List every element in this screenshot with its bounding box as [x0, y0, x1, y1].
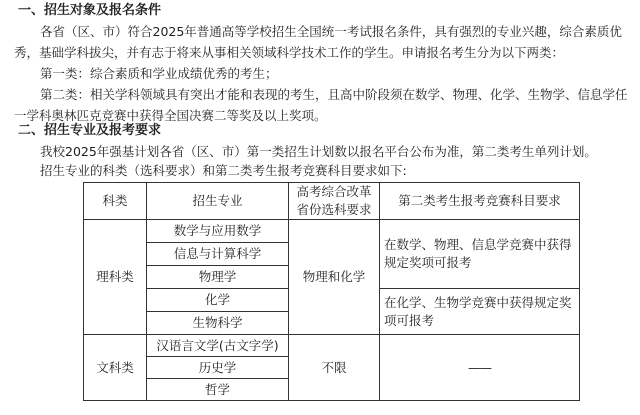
header-major: 招生专业 [147, 183, 289, 220]
competition-requirement-1: 在数学、物理、信息学竞赛中获得规定奖项可报考 [380, 220, 580, 289]
major-cell: 哲学 [147, 379, 289, 401]
competition-requirement-2: 在化学、生物学竞赛中获得规定奖项可报考 [380, 289, 580, 335]
header-subject-requirement: 高考综合改革省份选科要求 [289, 183, 380, 220]
major-cell: 历史学 [147, 357, 289, 379]
major-cell: 物理学 [147, 266, 289, 289]
category2-text: 第二类：相关学科领域具有突出才能和表现的考生，且高中阶段须在数学、物理、化学、生物学、信息学任一学科奥林匹克竞赛中获得全国决赛二等奖及以上奖项。 [14, 87, 628, 123]
table-header-row [84, 183, 580, 220]
header-category: 科类 [84, 183, 147, 220]
category1-text: 第一类：综合素质和学业成绩优秀的考生； [40, 66, 278, 81]
section2-heading: 二、招生专业及报考要求 [18, 123, 162, 138]
major-cell: 信息与计算科学 [147, 243, 289, 266]
table-row [84, 220, 580, 243]
section2-paragraph: 我校2025年强基计划各省（区、市）第一类招生计划数以报名平台公布为准，第二类考生单列计划。 [40, 144, 597, 159]
arts-competition: —— [380, 335, 580, 401]
major-cell: 数学与应用数学 [147, 220, 289, 243]
arts-requirement: 不限 [289, 335, 380, 401]
science-category: 理科类 [84, 220, 147, 335]
section1-heading: 一、招生对象及报名条件 [18, 3, 162, 18]
arts-category: 文科类 [84, 335, 147, 401]
subjects-table [83, 182, 580, 401]
major-cell: 生物科学 [147, 312, 289, 335]
section1-paragraph: 各省（区、市）符合2025年普通高等学校招生全国统一考试报名条件，具有强烈的专业兴趣，综合素质优秀，基础学科拔尖，并有志于将来从事相关领域科学技术工作的学生。申请报名考生分为以下两类： [14, 24, 622, 60]
table-row [84, 335, 580, 357]
table-intro: 招生专业的科类（选科要求）和第二类考生报考竞赛科目要求如下: [40, 163, 407, 178]
header-competition-requirement: 第二类考生报考竞赛科目要求 [380, 183, 580, 220]
major-cell: 汉语言文学(古文字学) [147, 335, 289, 357]
major-cell: 化学 [147, 289, 289, 312]
science-requirement: 物理和化学 [289, 220, 380, 335]
